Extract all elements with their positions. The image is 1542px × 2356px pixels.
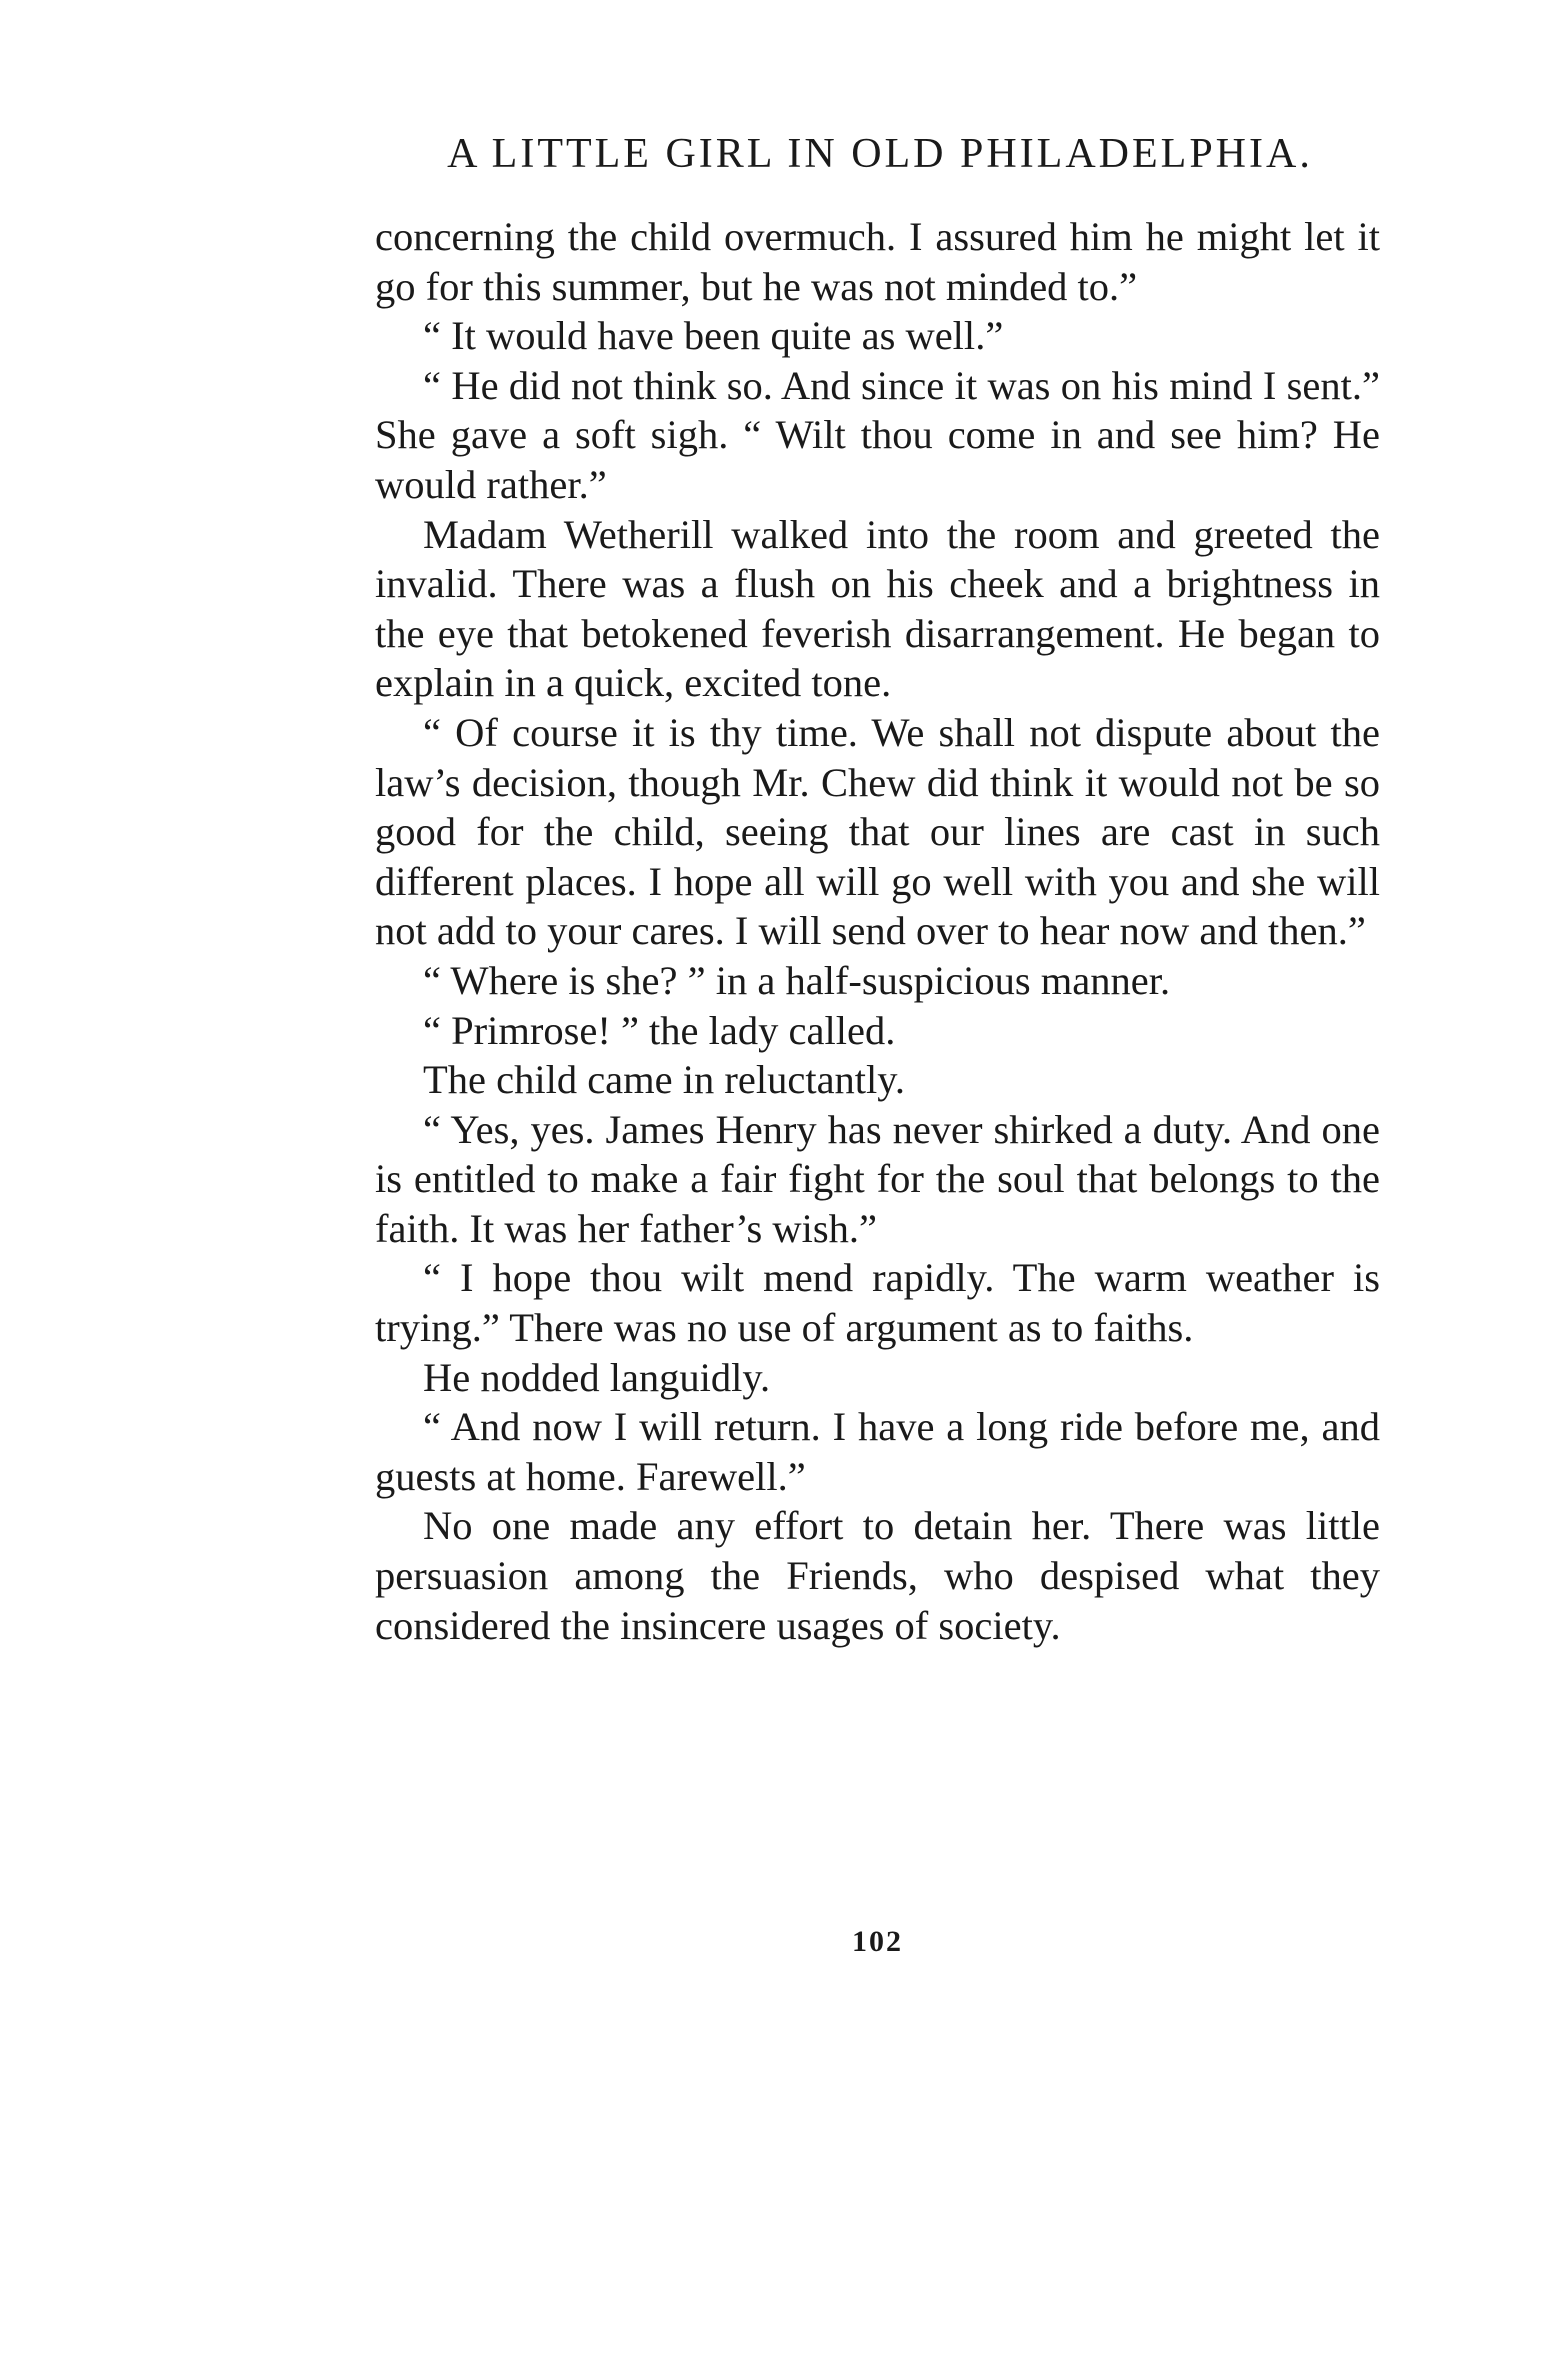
paragraph: concerning the child overmuch. I assured him he might let it go for this summer, but he was not minded to.”: [375, 214, 1380, 309]
paragraph: “ Of course it is thy time. We shall not dispute about the law’s decision, though Mr. Chew did think it would not be so good for the child, seeing that our lines are cast in such different places. I hope all will go well with you and she will not add to your cares. I will send over to hear now and then.”: [375, 709, 1380, 954]
body-text: [375, 212, 1380, 1650]
paragraph: No one made any effort to detain her. There was little persuasion among the Friends, who despised what they considered the insincere usages of society.: [375, 1503, 1380, 1648]
paragraph: “ Primrose! ” the lady called.: [423, 1007, 896, 1053]
paragraph: The child came in reluctantly.: [423, 1057, 906, 1103]
running-head: A LITTLE GIRL IN OLD PHILADELPHIA.: [447, 131, 1313, 177]
paragraph: “ Yes, yes. James Henry has never shirked a duty. And one is entitled to make a fair fight for the soul that belongs to the faith. It was her father’s wish.”: [375, 1106, 1380, 1251]
paragraph: “ And now I will return. I have a long ride before me, and guests at home. Farewell.”: [375, 1404, 1380, 1499]
paragraph: “ It would have been quite as well.”: [423, 313, 1004, 359]
paragraph: “ I hope thou wilt mend rapidly. The warm weather is trying.” There was no use of argument as to faiths.: [375, 1255, 1380, 1351]
paragraph: “ He did not think so. And since it was on his mind I sent.” She gave a soft sigh. “ Wilt thou come in and see him? He would rather.”: [375, 362, 1380, 507]
page-number: 102: [852, 1925, 903, 1958]
paragraph: He nodded languidly.: [423, 1354, 771, 1400]
paragraph: “ Where is she? ” in a half-suspicious manner.: [423, 957, 1171, 1003]
paragraph: Madam Wetherill walked into the room and greeted the invalid. There was a flush on his cheek and a brightness in the eye that betokened feverish disarrangement. He began to explain in a quick, excited tone.: [375, 511, 1380, 706]
